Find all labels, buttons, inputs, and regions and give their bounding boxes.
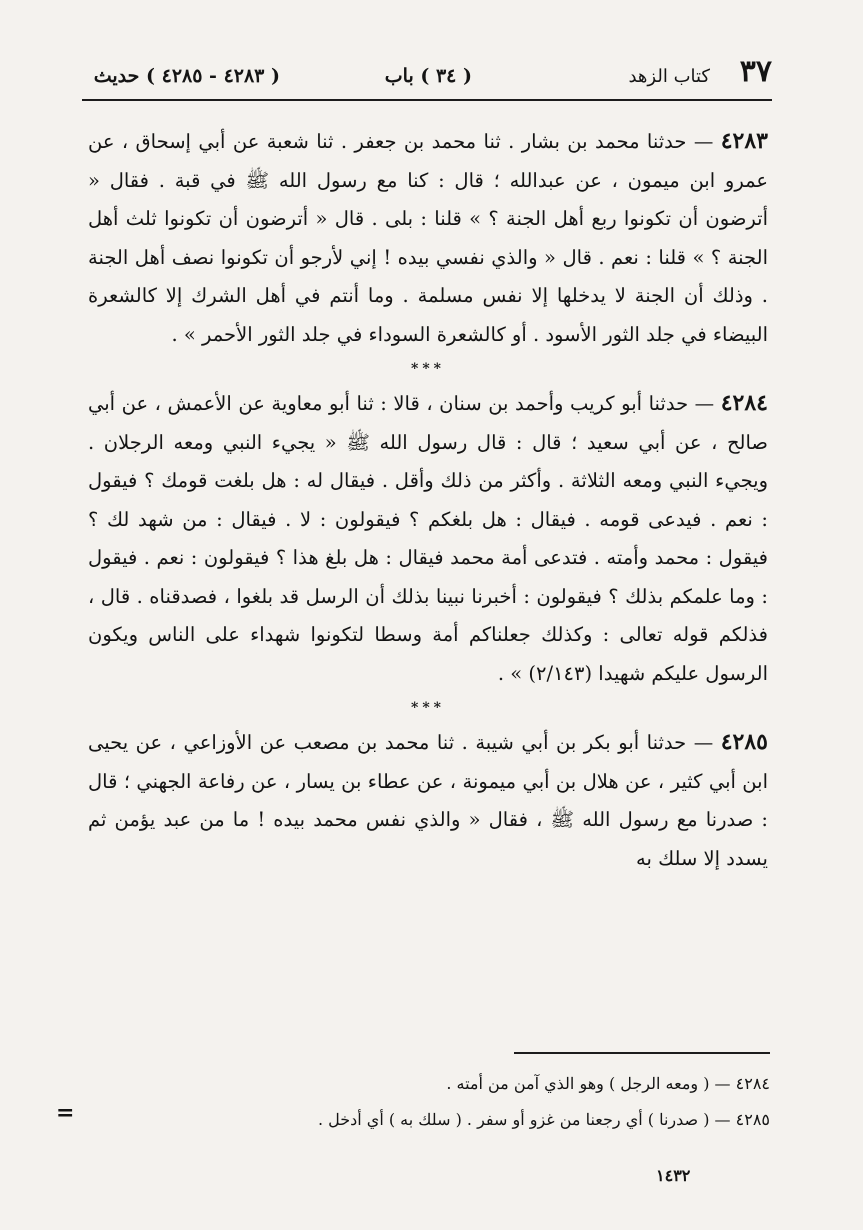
hadith-text: — حدثنا أبو كريب وأحمد بن سنان ، قالا : ثنا أبو معاوية عن الأعمش ، عن أبي صالح ، عن أبي سعيد ؛ قال : قال رسول الله ﷺ « يجيء النبي ومعه الرجلان . ويجيء النبي ومعه الثلاثة . وأكثر من ذلك وأقل . فيقال له : هل بلغت قومك ؟ فيقول : نعم . فيدعى قومه . فيقال : هل بلغكم ؟ فيقولون : لا . فيقال : من شهد لك ؟ فيقول : محمد وأمته . فتدعى أمة محمد فيقال : هل بلغ هذا ؟ فيقولون : نعم . فيقول : وما علمكم بذلك ؟ فيقولون : أخبرنا نبينا بذلك أن الرسل قد بلغوا ، فصدقناه . قال ، فذلكم قوله تعالى : وكذلك جعلناكم أمة وسطا لتكونوا شهداء على الناس ويكون الرسول عليكم شهيدا (٢/١٤٣) » . <box>88 392 768 685</box>
hadith-text: — حدثنا أبو بكر بن أبي شيبة . ثنا محمد بن مصعب عن الأوزاعي ، عن يحيى ابن أبي كثير ، عن هلال بن أبي ميمونة ، عن عطاء بن يسار ، عن رفاعة الجهني ؛ قال : صدرنا مع رسول الله ﷺ ، فقال « والذي نفس محمد بيده ! ما من عبد يؤمن ثم يسدد إلا سلك به <box>88 731 768 870</box>
hadith-4283 <box>88 122 768 354</box>
book-title: كتاب الزهد <box>628 66 710 87</box>
continuation-mark: = <box>56 1100 75 1126</box>
footnote-rule <box>514 1052 770 1054</box>
folio-number: ١٤٣٢ <box>656 1166 691 1185</box>
hadith-number: ٤٢٨٤ <box>720 390 768 416</box>
running-header <box>82 54 772 98</box>
hadith-range: ( ٤٢٨٣ - ٤٢٨٥ ) حديث <box>93 65 280 87</box>
page-number: ٣٧ <box>739 54 772 89</box>
footnote-4284: ٤٢٨٤ — ( ومعه الرجل ) وهو الذي آمن من أمته . <box>446 1074 770 1093</box>
hadith-text: — حدثنا محمد بن بشار . ثنا محمد بن جعفر . ثنا شعبة عن أبي إسحاق ، عن عمرو ابن ميمون ، عن عبدالله ؛ قال : كنا مع رسول الله ﷺ في قبة . فقال « أترضون أن تكونوا ربع أهل الجنة ؟ » قلنا : بلى . قال « أترضون أن تكونوا ثلث أهل الجنة ؟ » قلنا : نعم . قال « والذي نفسي بيده ! إني لأرجو أن تكونوا نصف أهل الجنة . وذلك أن الجنة لا يدخلها إلا نفس مسلمة . وما أنتم في أهل الشرك إلا كالشعرة البيضاء في جلد الثور الأسود . أو كالشعرة السوداء في جلد الثور الأحمر » . <box>88 130 768 346</box>
footnotes <box>150 1066 770 1138</box>
hadith-4285 <box>88 723 768 878</box>
header-rule <box>82 99 772 101</box>
hadith-number: ٤٢٨٥ <box>720 729 768 755</box>
chapter-label: ( ٣٤ ) باب <box>384 65 472 87</box>
section-separator: *** <box>411 361 445 377</box>
section-separator: *** <box>411 700 445 716</box>
hadith-number: ٤٢٨٣ <box>720 128 768 154</box>
hadith-body <box>88 122 768 878</box>
footnote-4285: ٤٢٨٥ — ( صدرنا ) أي رجعنا من غزو أو سفر . ( سلك به ) أي أدخل . <box>317 1110 770 1129</box>
hadith-4284 <box>88 384 768 693</box>
